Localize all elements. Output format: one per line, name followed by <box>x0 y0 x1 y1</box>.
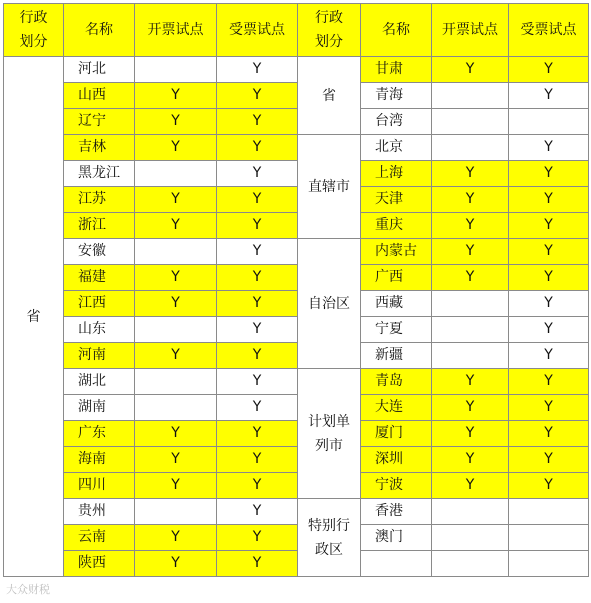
header-division-left-text: 行政 划分 <box>19 10 48 50</box>
right-row-17-issue <box>432 499 509 525</box>
right-row-1-issue <box>432 83 509 109</box>
right-row-3-name: 北京 <box>361 135 432 161</box>
right-row-1-receive: Y <box>509 83 589 109</box>
left-row-10-issue <box>135 317 217 343</box>
left-row-4-receive: Y <box>217 161 298 187</box>
table-row <box>4 109 589 135</box>
left-row-0-name: 河北 <box>64 57 135 83</box>
right-row-16-issue: Y <box>432 473 509 499</box>
left-row-17-receive: Y <box>217 499 298 525</box>
right-row-5-name: 天津 <box>361 187 432 213</box>
right-row-17-receive <box>509 499 589 525</box>
right-row-12-receive: Y <box>509 369 589 395</box>
left-row-0-issue <box>135 57 217 83</box>
table-row <box>4 525 589 551</box>
header-name-left: 名称 <box>64 4 135 57</box>
right-row-6-issue: Y <box>432 213 509 239</box>
right-row-14-issue: Y <box>432 421 509 447</box>
right-row-11-receive: Y <box>509 343 589 369</box>
header-division-right <box>298 4 361 57</box>
left-row-7-name: 安徽 <box>64 239 135 265</box>
right-row-16-receive: Y <box>509 473 589 499</box>
left-row-10-receive: Y <box>217 317 298 343</box>
right-row-9-issue <box>432 291 509 317</box>
right-row-18-issue <box>432 525 509 551</box>
table-row <box>4 83 589 109</box>
header-division-right-text: 行政 划分 <box>315 10 343 50</box>
right-row-13-name: 大连 <box>361 395 432 421</box>
left-row-6-name: 浙江 <box>64 213 135 239</box>
left-row-19-issue: Y <box>135 551 217 577</box>
right-row-11-issue <box>432 343 509 369</box>
right-row-14-name: 厦门 <box>361 421 432 447</box>
header-receive-right: 受票试点 <box>509 4 589 57</box>
right-row-7-issue: Y <box>432 239 509 265</box>
region-province-right: 省 <box>298 57 361 135</box>
right-row-16-name: 宁波 <box>361 473 432 499</box>
table-row <box>4 447 589 473</box>
right-row-19-name <box>361 551 432 577</box>
right-row-15-receive: Y <box>509 447 589 473</box>
table-row <box>4 161 589 187</box>
right-row-9-name: 西藏 <box>361 291 432 317</box>
right-row-11-name: 新疆 <box>361 343 432 369</box>
header-issue-right: 开票试点 <box>432 4 509 57</box>
header-division-left <box>4 4 64 57</box>
left-row-11-name: 河南 <box>64 343 135 369</box>
left-row-19-receive: Y <box>217 551 298 577</box>
region-autonomous: 自治区 <box>298 239 361 369</box>
left-row-9-name: 江西 <box>64 291 135 317</box>
table-row <box>4 317 589 343</box>
left-row-18-name: 云南 <box>64 525 135 551</box>
right-row-10-receive: Y <box>509 317 589 343</box>
left-row-1-name: 山西 <box>64 83 135 109</box>
left-row-13-issue <box>135 395 217 421</box>
right-row-10-issue <box>432 317 509 343</box>
left-row-15-receive: Y <box>217 447 298 473</box>
header-issue-left: 开票试点 <box>135 4 217 57</box>
left-row-3-receive: Y <box>217 135 298 161</box>
watermark: 大众财税 <box>6 583 50 596</box>
right-row-15-issue: Y <box>432 447 509 473</box>
left-row-14-issue: Y <box>135 421 217 447</box>
table-row <box>4 499 589 525</box>
right-row-0-name: 甘肃 <box>361 57 432 83</box>
left-row-16-receive: Y <box>217 473 298 499</box>
table-row <box>4 369 589 395</box>
left-row-4-issue <box>135 161 217 187</box>
left-row-2-issue: Y <box>135 109 217 135</box>
left-row-15-name: 海南 <box>64 447 135 473</box>
left-row-4-name: 黑龙江 <box>64 161 135 187</box>
table-row <box>4 135 589 161</box>
left-row-14-receive: Y <box>217 421 298 447</box>
right-row-2-name: 台湾 <box>361 109 432 135</box>
table-row <box>4 57 589 83</box>
right-row-4-name: 上海 <box>361 161 432 187</box>
table-row <box>4 265 589 291</box>
left-row-8-receive: Y <box>217 265 298 291</box>
left-row-1-receive: Y <box>217 83 298 109</box>
table-row <box>4 421 589 447</box>
left-row-10-name: 山东 <box>64 317 135 343</box>
right-row-2-issue <box>432 109 509 135</box>
left-row-16-name: 四川 <box>64 473 135 499</box>
left-row-8-issue: Y <box>135 265 217 291</box>
left-row-14-name: 广东 <box>64 421 135 447</box>
region-province-left: 省 <box>4 57 64 577</box>
left-row-18-issue: Y <box>135 525 217 551</box>
right-row-6-receive: Y <box>509 213 589 239</box>
table-row <box>4 551 589 577</box>
right-row-6-name: 重庆 <box>361 213 432 239</box>
left-row-5-receive: Y <box>217 187 298 213</box>
right-row-0-receive: Y <box>509 57 589 83</box>
table-row <box>4 187 589 213</box>
left-row-11-issue: Y <box>135 343 217 369</box>
table-row <box>4 343 589 369</box>
right-row-19-receive <box>509 551 589 577</box>
left-row-11-receive: Y <box>217 343 298 369</box>
left-row-18-receive: Y <box>217 525 298 551</box>
right-row-12-name: 青岛 <box>361 369 432 395</box>
right-row-17-name: 香港 <box>361 499 432 525</box>
left-row-2-receive: Y <box>217 109 298 135</box>
table-row <box>4 473 589 499</box>
left-row-5-issue: Y <box>135 187 217 213</box>
header-row <box>4 4 589 57</box>
right-row-4-receive: Y <box>509 161 589 187</box>
left-row-12-name: 湖北 <box>64 369 135 395</box>
left-row-8-name: 福建 <box>64 265 135 291</box>
left-row-12-receive: Y <box>217 369 298 395</box>
right-row-8-issue: Y <box>432 265 509 291</box>
right-row-12-issue: Y <box>432 369 509 395</box>
header-name-right: 名称 <box>361 4 432 57</box>
right-row-15-name: 深圳 <box>361 447 432 473</box>
left-row-6-receive: Y <box>217 213 298 239</box>
pilot-table <box>3 3 589 577</box>
right-row-13-receive: Y <box>509 395 589 421</box>
right-row-3-receive: Y <box>509 135 589 161</box>
right-row-3-issue <box>432 135 509 161</box>
right-row-18-name: 澳门 <box>361 525 432 551</box>
left-row-5-name: 江苏 <box>64 187 135 213</box>
table-body <box>4 4 589 577</box>
right-row-2-receive <box>509 109 589 135</box>
left-row-6-issue: Y <box>135 213 217 239</box>
right-row-5-receive: Y <box>509 187 589 213</box>
header-receive-left: 受票试点 <box>217 4 298 57</box>
right-row-19-issue <box>432 551 509 577</box>
right-row-13-issue: Y <box>432 395 509 421</box>
right-row-14-receive: Y <box>509 421 589 447</box>
left-row-15-issue: Y <box>135 447 217 473</box>
right-row-8-receive: Y <box>509 265 589 291</box>
left-row-3-issue: Y <box>135 135 217 161</box>
region-planning-city: 计划单列市 <box>298 369 361 499</box>
right-row-5-issue: Y <box>432 187 509 213</box>
left-row-17-name: 贵州 <box>64 499 135 525</box>
left-row-13-receive: Y <box>217 395 298 421</box>
left-row-12-issue <box>135 369 217 395</box>
left-row-17-issue <box>135 499 217 525</box>
left-row-13-name: 湖南 <box>64 395 135 421</box>
left-row-2-name: 辽宁 <box>64 109 135 135</box>
table-row <box>4 291 589 317</box>
left-row-19-name: 陕西 <box>64 551 135 577</box>
right-row-7-name: 内蒙古 <box>361 239 432 265</box>
table-row <box>4 213 589 239</box>
right-row-9-receive: Y <box>509 291 589 317</box>
right-row-8-name: 广西 <box>361 265 432 291</box>
left-row-16-issue: Y <box>135 473 217 499</box>
region-municipality: 直辖市 <box>298 135 361 239</box>
right-row-1-name: 青海 <box>361 83 432 109</box>
left-row-9-issue: Y <box>135 291 217 317</box>
left-row-0-receive: Y <box>217 57 298 83</box>
right-row-0-issue: Y <box>432 57 509 83</box>
left-row-1-issue: Y <box>135 83 217 109</box>
region-sar: 特别行政区 <box>298 499 361 577</box>
left-row-3-name: 吉林 <box>64 135 135 161</box>
left-row-9-receive: Y <box>217 291 298 317</box>
table-row <box>4 239 589 265</box>
right-row-18-receive <box>509 525 589 551</box>
right-row-10-name: 宁夏 <box>361 317 432 343</box>
right-row-7-receive: Y <box>509 239 589 265</box>
table-row <box>4 395 589 421</box>
left-row-7-issue <box>135 239 217 265</box>
left-row-7-receive: Y <box>217 239 298 265</box>
right-row-4-issue: Y <box>432 161 509 187</box>
